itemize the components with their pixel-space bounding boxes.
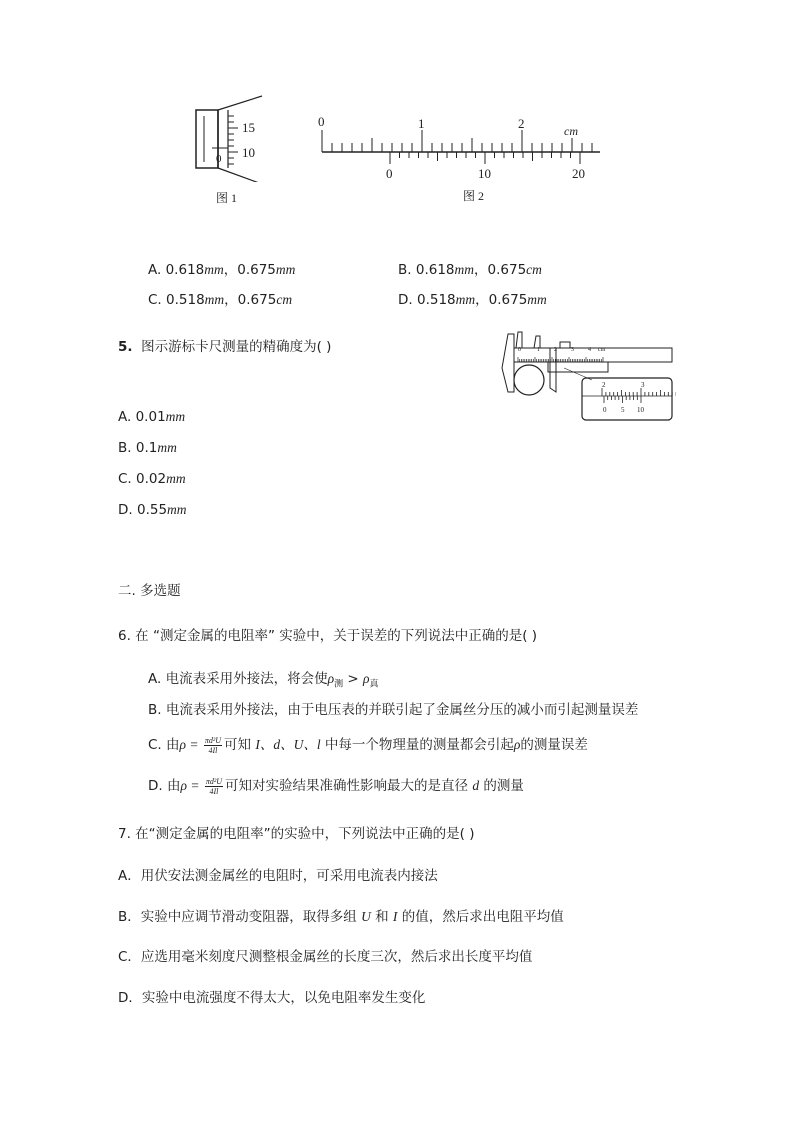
- fig2-vernier-label-20: 20: [572, 166, 585, 181]
- fig2-caption: 图 2: [463, 189, 485, 203]
- caliper-zoom-main-2: 2: [602, 381, 606, 389]
- fig2-main-label-1: 1: [418, 116, 425, 131]
- caliper-zoom-main-3: 3: [641, 381, 645, 389]
- fig1-label-zero: 0: [216, 153, 222, 165]
- caliper-main-label-1: 1: [537, 347, 540, 353]
- section-title: 二. 多选题: [118, 583, 181, 599]
- caliper-main-label-2: 2: [554, 347, 557, 353]
- q7-option-c[interactable]: C．应选用毫米刻度尺测整根金属丝的长度三次，然后求出长度平均值: [118, 949, 533, 965]
- q7-option-d[interactable]: D．实验中电流强度不得太大，以免电阻率发生变化: [118, 990, 426, 1006]
- q4-option-a[interactable]: A. 0.618mm，0.675mm: [148, 262, 296, 278]
- fig1-caption: 图 1: [216, 191, 238, 205]
- q5-option-c[interactable]: C. 0.02mm: [118, 471, 186, 487]
- q7-stem: 7. 在“测定金属的电阻率”的实验中，下列说法中正确的是( ): [118, 826, 475, 842]
- caliper-zoom-vernier-0: 0: [603, 406, 607, 414]
- q6-option-b[interactable]: B. 电流表采用外接法，由于电压表的并联引起了金属丝分压的减小而引起测量误差: [148, 702, 639, 718]
- caliper-main-label-4: 4: [588, 347, 591, 353]
- q5-option-a[interactable]: A. 0.01mm: [118, 409, 186, 425]
- caliper-figure: [494, 328, 676, 424]
- fig2-main-label-0: 0: [318, 114, 325, 129]
- caliper-main-label-3: 3: [571, 347, 574, 353]
- figure-2-vernier-scale: [318, 118, 603, 168]
- fig1-label-15: 15: [242, 120, 255, 135]
- fig2-vernier-label-10: 10: [478, 166, 491, 181]
- fig2-vernier-label-0: 0: [386, 166, 393, 181]
- q6d-fraction: $\frac{\text{πd²U}}{4Il}$: [205, 776, 223, 796]
- q4-option-c[interactable]: C. 0.518mm，0.675cm: [148, 292, 293, 308]
- q6-option-a[interactable]: A. 电流表采用外接法，将会使$\rho_测 > \rho_真$: [148, 671, 379, 690]
- q7-option-a[interactable]: A．用伏安法测金属丝的电阻时，可采用电流表内接法: [118, 868, 438, 884]
- fig1-label-10: 10: [242, 145, 255, 160]
- q7-option-b[interactable]: B．实验中应调节滑动变阻器，取得多组 U 和 I 的值，然后求出电阻平均值: [118, 909, 564, 925]
- q4-option-d[interactable]: D. 0.518mm，0.675mm: [398, 292, 547, 308]
- caliper-unit: cm: [598, 347, 606, 353]
- q5-option-d[interactable]: D. 0.55mm: [118, 502, 187, 518]
- fig2-main-label-2: 2: [518, 116, 525, 131]
- caliper-main-label-0: 0: [518, 347, 521, 353]
- q6c-fraction: $\frac{\text{πd²U}}{4Il}$: [204, 735, 222, 755]
- q6-option-d[interactable]: D. 由ρ = $\frac{\text{πd²U}}{4Il}$ 可知对实验结果准确性影响最大的是直径 d 的测量: [148, 776, 524, 796]
- q5-number: 5.: [118, 339, 133, 355]
- caliper-zoom-vernier-10: 10: [637, 406, 644, 414]
- q6-stem: 6. 在 “测定金属的电阻率” 实验中，关于误差的下列说法中正确的是( ): [118, 628, 538, 644]
- q6-option-c[interactable]: C. 由ρ = $\frac{\text{πd²U}}{4Il}$ 可知 I、d、U、l 中每一个物理量的测量都会引起ρ的测量误差: [148, 735, 588, 755]
- fig2-unit: cm: [564, 124, 578, 138]
- q4-option-b[interactable]: B. 0.618mm，0.675cm: [398, 262, 542, 278]
- figure-1-micrometer: [190, 92, 280, 182]
- caliper-zoom-vernier-5: 5: [621, 406, 625, 414]
- q5-stem: 5. 图示游标卡尺测量的精确度为( ): [118, 339, 332, 355]
- q5-option-b[interactable]: B. 0.1mm: [118, 440, 177, 456]
